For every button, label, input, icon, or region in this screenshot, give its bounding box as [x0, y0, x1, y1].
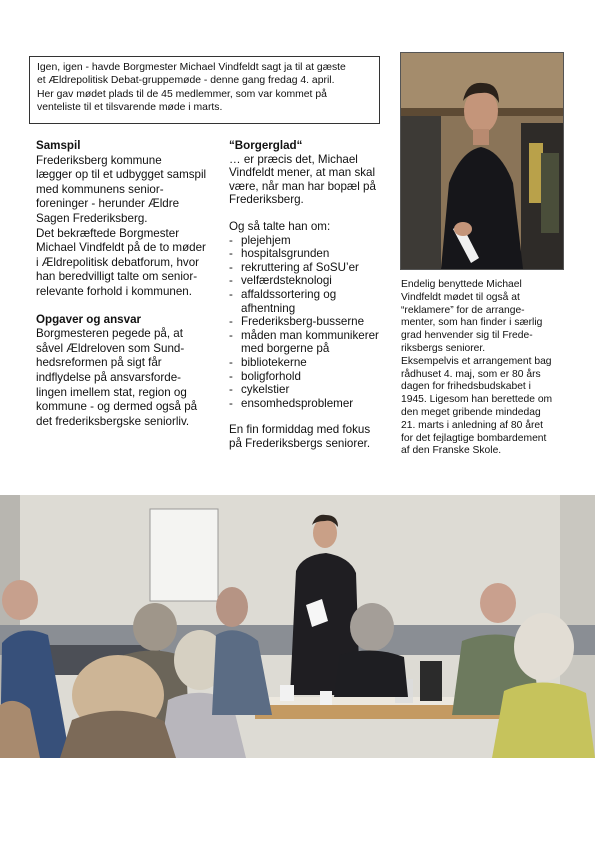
text-line: det frederiksbergske seniorliv.	[36, 414, 190, 428]
text-line: En fin formiddag med fokus	[229, 423, 371, 437]
text-line: Michael Vindfeldt på de to møder	[36, 241, 206, 255]
text-line: kommune - og dermed også på	[36, 400, 198, 414]
list-item-continued: med borgerne på	[241, 342, 330, 356]
text-line: 21. marts i anledning af 80 året	[401, 419, 543, 431]
text-line: Frederiksberg.	[229, 193, 304, 207]
text-line: “reklamere” for de arrange-	[401, 304, 525, 316]
text-line: på Frederiksbergs seniorer.	[229, 436, 371, 450]
text-line: af den Franske Skole.	[401, 445, 502, 457]
text-line: dagen for frihedsbudskabet i	[401, 381, 531, 393]
section-heading: Opgaver og ansvar	[36, 312, 142, 326]
text-line: i Ældrepolitisk debatforum, hvor	[36, 255, 200, 269]
text-line: relevante forhold i kommunen.	[36, 284, 192, 298]
text-line: menter, som han finder i særlig	[401, 317, 543, 329]
intro-box	[29, 56, 380, 124]
list-item: - måden man kommunikerer	[229, 329, 399, 343]
list-item: - rekruttering af SoSU’er	[229, 261, 399, 275]
text-line: Endelig benyttede Michael	[401, 279, 522, 290]
text-line: 1945. Ligesom han berettede om	[401, 394, 553, 406]
text-line: hedsreformen på sigt får	[36, 356, 162, 370]
list-item: - plejehjem	[229, 234, 399, 248]
text-line: Eksempelvis et arrangement bag	[401, 355, 552, 367]
text-line: indflydelse på ansvarsforde-	[36, 370, 182, 384]
intro-line: Igen, igen - havde Borgmester Michael Vindfeldt sagt ja til at gæste	[37, 62, 346, 73]
text-line: riksbergs seniorer.	[401, 342, 486, 354]
text-line: … er præcis det, Michael	[229, 152, 358, 166]
list-intro: Og så talte han om:	[229, 219, 331, 233]
text-line: være, når man har bopæl på	[229, 179, 376, 193]
text-line: lingen imellem stat, region og	[36, 385, 187, 399]
text-line: Vindfeldt mener, at man skal	[229, 166, 376, 180]
text-line: Borgmesteren pegede på, at	[36, 327, 183, 341]
text-line: for det fejlagtige bombardement	[401, 432, 547, 444]
intro-line: et Ældrepolitisk Debat-gruppemøde - denne gang fredag 4. april.	[37, 75, 335, 87]
list-item: - bibliotekerne	[229, 356, 399, 370]
column-left	[36, 139, 221, 429]
text-line: Sagen Frederiksberg.	[36, 211, 148, 225]
list-item: - hospitalsgrunden	[229, 247, 399, 261]
text-line: Vindfeldt mødet til også at	[401, 291, 520, 303]
text-line: med kommunens senior-	[36, 182, 164, 196]
text-line: grad henvender sig til Frede-	[401, 330, 533, 342]
text-line: lægger op til et udbygget samspil	[36, 168, 207, 182]
intro-line: Her gav mødet plads til de 45 medlemmer, som var kommet på	[37, 88, 327, 100]
list-item: - boligforhold	[229, 370, 399, 384]
section-heading: “Borgerglad“	[229, 139, 303, 152]
text-line: Det bekræftede Borgmester	[36, 226, 180, 240]
list-item: - velfærdsteknologi	[229, 274, 399, 288]
section-heading: Samspil	[36, 139, 81, 152]
photo-caption-column	[401, 279, 571, 458]
text-line: såvel Ældreloven som Sund-	[36, 341, 185, 355]
text-line: han beredvilligt talte om senior-	[36, 270, 198, 284]
text-line: foreninger - herunder Ældre	[36, 197, 180, 211]
meeting-photo	[0, 495, 595, 758]
list-item: - cykelstier	[229, 383, 399, 397]
column-middle	[229, 139, 399, 450]
text-line: Frederiksberg kommune	[36, 153, 162, 167]
list-item: - affaldssortering og	[229, 288, 399, 302]
list-item: - ensomhedsproblemer	[229, 397, 399, 411]
intro-line: venteliste til et tilsvarende møde i marts.	[37, 102, 223, 114]
list-item-continued: afhentning	[241, 301, 296, 315]
list-item: - Frederiksberg-busserne	[229, 315, 399, 329]
text-line: rådhuset 4. maj, som er 80 års	[401, 368, 541, 380]
portrait-photo	[400, 52, 564, 270]
text-line: den meget gribende mindedag	[401, 406, 541, 418]
